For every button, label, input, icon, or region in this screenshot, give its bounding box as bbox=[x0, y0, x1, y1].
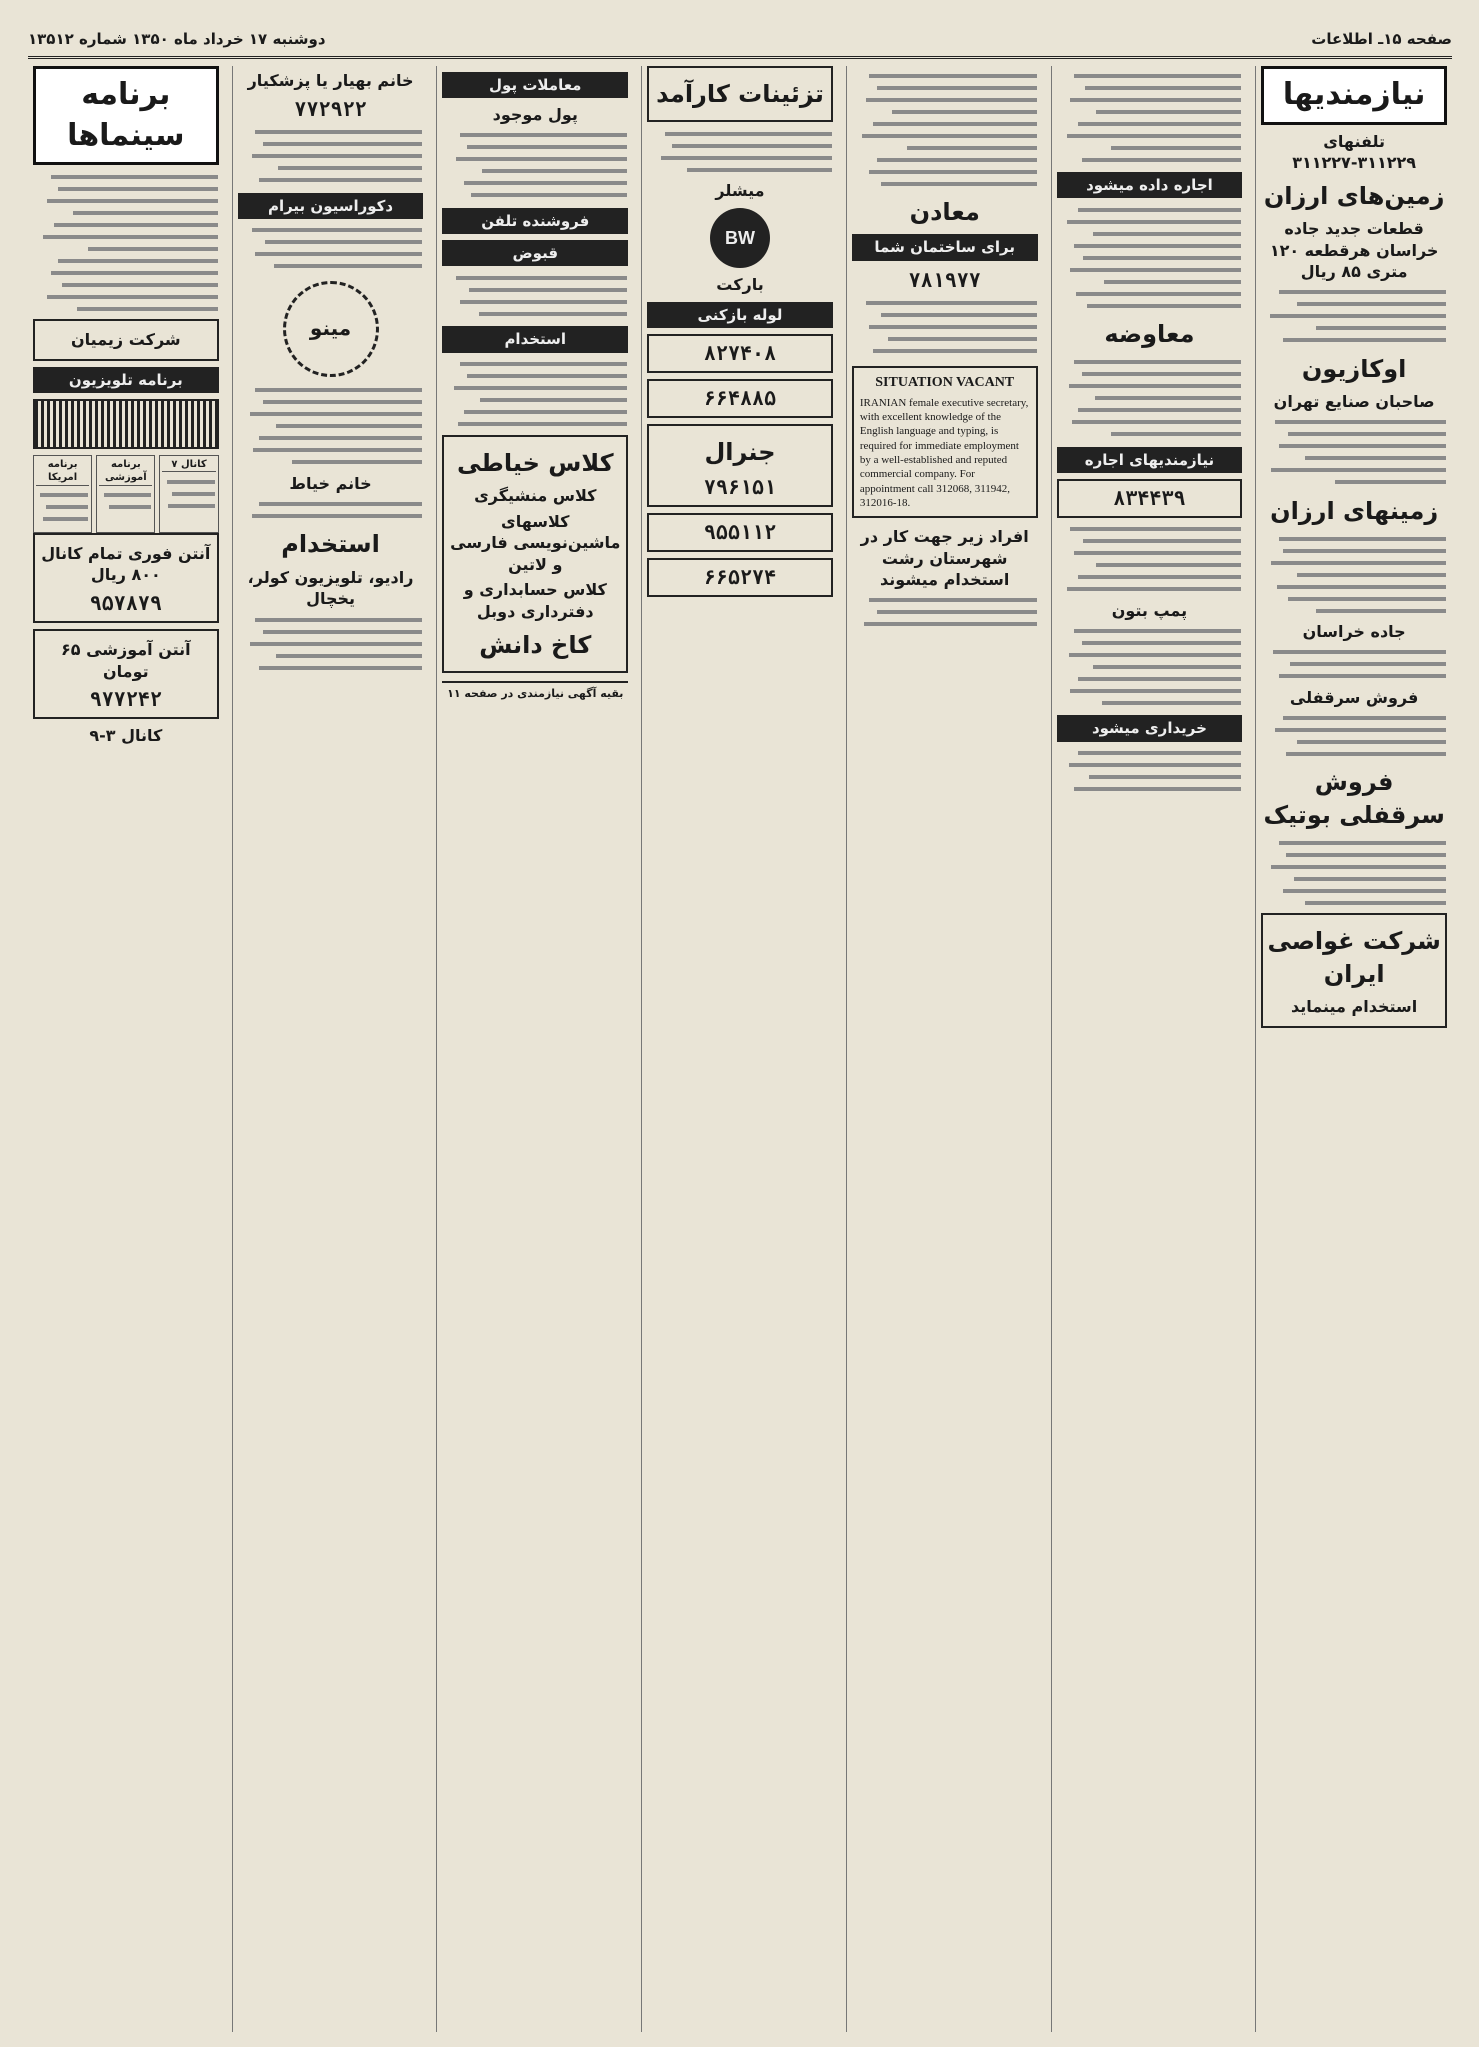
land-ad-sub: قطعات جدید جاده خراسان هرقطعه ۱۲۰ متری ۸۵ ریال bbox=[1269, 219, 1439, 282]
decor-ad-title: تزئینات کارآمد bbox=[656, 80, 824, 108]
filler-text bbox=[442, 130, 628, 202]
page-number: صفحه ۱۵ـ اطلاعات bbox=[1311, 30, 1452, 48]
rent-needs-ad bbox=[1057, 479, 1243, 518]
antenna-edu-title: آنتن آموزشی ۶۵ تومان bbox=[61, 640, 191, 681]
situation-vacant-title: SITUATION VACANT bbox=[875, 374, 1015, 390]
antenna-ad bbox=[33, 533, 219, 623]
minoo-seal: مینو bbox=[283, 281, 379, 377]
tv-logo-icon bbox=[33, 399, 219, 449]
filler-text bbox=[238, 225, 424, 273]
america-program bbox=[33, 455, 92, 533]
phone-seller-heading: فروشنده تلفن bbox=[442, 208, 628, 234]
filler-text bbox=[1261, 837, 1447, 909]
accounting-class-title: کلاس حسابداری و دفترداری دوبل bbox=[463, 580, 607, 621]
situation-vacant-text: IRANIAN female executive secretary, with excellent knowledge of the English language and typing, is required for immediate employment by a well-established and reputed commercial company. For appointment call 312068, 311942, 312016-18. bbox=[859, 396, 1029, 509]
filler-text bbox=[647, 128, 833, 176]
casino-ad-sub: صاحبان صنایع تهران bbox=[1273, 392, 1435, 412]
newspaper-page bbox=[28, 22, 1452, 2032]
filler-text bbox=[852, 298, 1038, 358]
filler-text bbox=[1261, 417, 1447, 489]
decor-ad bbox=[647, 66, 833, 122]
filler-text bbox=[238, 385, 424, 469]
filler-text bbox=[162, 476, 215, 512]
receipts-heading: قبوض bbox=[442, 240, 628, 266]
rent-heading: اجاره داده میشود bbox=[1057, 172, 1243, 198]
antenna-edu-ad bbox=[33, 629, 219, 719]
filler-text bbox=[1261, 647, 1447, 683]
antenna-title: آنتن فوری تمام کانال ۸۰۰ ریال bbox=[41, 543, 211, 585]
continued-note: بقیه آگهی نیازمندی در صفحه ۱۱ bbox=[442, 681, 628, 702]
column-5 bbox=[436, 66, 633, 2032]
classifieds-banner: نیازمندیها bbox=[1261, 66, 1447, 125]
mines-heading: معادن bbox=[909, 198, 980, 226]
zimian-ad bbox=[33, 319, 219, 361]
land-ad-title: زمین‌های ارزان bbox=[1263, 181, 1445, 210]
tailor-ad-title: خانم خیاط bbox=[289, 473, 372, 493]
pipe-ad-4 bbox=[647, 558, 833, 597]
money-heading: معاملات پول bbox=[442, 72, 628, 98]
antenna-edu-phone: ۹۷۷۲۴۲ bbox=[89, 687, 162, 712]
america-heading: برنامه امریکا bbox=[36, 458, 89, 486]
pipe-ad-3 bbox=[647, 513, 833, 552]
boutique-ad-title: فروش سرقفلی بوتیک bbox=[1263, 768, 1445, 829]
general-phone: ۷۹۶۱۵۱ bbox=[703, 475, 777, 500]
filler-text bbox=[852, 70, 1038, 190]
bw-logo: BW bbox=[710, 208, 770, 268]
issue-date: دوشنبه ۱۷ خرداد ماه ۱۳۵۰ شماره ۱۳۵۱۲ bbox=[28, 30, 326, 48]
channel-7-program bbox=[159, 455, 218, 533]
hiring-notice: افراد زیر جهت کار در شهرستان رشت استخدام میشوند bbox=[860, 527, 1029, 590]
purchase-heading: خریداری میشود bbox=[1057, 715, 1243, 741]
filler-text bbox=[33, 171, 219, 315]
pipe-phone-3: ۹۵۵۱۱۲ bbox=[703, 520, 777, 545]
column-1 bbox=[1255, 66, 1452, 2032]
pipe-ad-2 bbox=[647, 379, 833, 418]
parquet-label: بارکت bbox=[716, 274, 764, 294]
nurse-ad-title: خانم بهیار یا پزشکیار bbox=[247, 71, 414, 90]
construction-heading: برای ساختمان شما bbox=[852, 234, 1038, 260]
classes-ad bbox=[442, 435, 628, 673]
general-ad bbox=[647, 424, 833, 507]
columns bbox=[28, 66, 1452, 2032]
pipe-heading: لوله بازکنی bbox=[647, 302, 833, 328]
edu-program bbox=[96, 455, 155, 533]
diving-ad-sub: استخدام مینماید bbox=[1291, 996, 1418, 1016]
secretary-class-title: کلاس منشیگری bbox=[474, 485, 597, 505]
land-ad-2-title: زمینهای ارزان bbox=[1270, 496, 1439, 525]
diving-ad-title: شرکت غواصی ایران bbox=[1267, 927, 1441, 988]
filler-text bbox=[238, 614, 424, 674]
filler-text bbox=[852, 595, 1038, 631]
filler-text bbox=[442, 359, 628, 431]
filler-text bbox=[1057, 625, 1243, 709]
nurse-ad-phone: ۷۷۲۹۲۲ bbox=[294, 96, 367, 121]
filler-text bbox=[99, 490, 152, 514]
column-6 bbox=[232, 66, 429, 2032]
cinema-banner: برنامه سینماها bbox=[33, 66, 219, 165]
sewing-class-title: کلاس خیاطی bbox=[456, 448, 614, 477]
classifieds-phones: تلفنهای ۳۱۱۲۲۹-۳۱۱۲۲۷ bbox=[1292, 131, 1417, 173]
zimian-title: شرکت زیمیان bbox=[71, 330, 181, 349]
edu-heading: برنامه آموزشی bbox=[99, 458, 152, 486]
money-available: پول موجود bbox=[492, 105, 578, 125]
column-3 bbox=[846, 66, 1043, 2032]
filler-text bbox=[1261, 712, 1447, 760]
filler-text bbox=[1057, 204, 1243, 312]
pipe-phone-4: ۶۶۵۲۷۴ bbox=[703, 565, 777, 590]
pipe-phone-2: ۶۶۴۸۸۵ bbox=[703, 385, 777, 410]
employment-label: استخدام bbox=[281, 530, 380, 559]
sale-ad-title: فروش سرقفلی bbox=[1289, 687, 1419, 707]
diving-ad bbox=[1261, 913, 1447, 1027]
filler-text bbox=[36, 490, 89, 526]
casino-ad-title: اوکازیون bbox=[1301, 354, 1407, 383]
column-7 bbox=[28, 66, 224, 2032]
filler-text bbox=[238, 498, 424, 522]
road-ad-title: جاده خراسان bbox=[1302, 622, 1406, 642]
pipe-ad-1 bbox=[647, 334, 833, 373]
tv-program-grid bbox=[33, 455, 219, 533]
mischler-brand: میشلر bbox=[715, 181, 765, 201]
channel-7-heading: کانال ۷ bbox=[162, 458, 215, 473]
rent-needs-heading: نیازمندیهای اجاره bbox=[1057, 447, 1243, 473]
decor-heading: دکوراسیون بیرام bbox=[238, 193, 424, 219]
exchange-heading: معاوضه bbox=[1104, 320, 1195, 349]
pipe-phone-1: ۸۲۷۴۰۸ bbox=[703, 340, 777, 365]
general-title: جنرال bbox=[704, 437, 776, 466]
channel-3-heading: کانال ۳-۹ bbox=[89, 726, 163, 746]
tv-repair-ad: رادیو، تلویزیون کولر، یخچال bbox=[247, 567, 414, 609]
antenna-phone: ۹۵۷۸۷۹ bbox=[89, 591, 162, 616]
column-2 bbox=[1051, 66, 1248, 2032]
filler-text bbox=[1261, 533, 1447, 617]
concrete-pump-heading: پمپ بتون bbox=[1111, 600, 1188, 620]
masthead bbox=[28, 22, 1452, 59]
filler-text bbox=[1261, 287, 1447, 347]
typing-class-title: کلاسهای ماشین‌نویسی فارسی و لاتین bbox=[450, 511, 621, 574]
filler-text bbox=[238, 127, 424, 187]
filler-text bbox=[1057, 748, 1243, 796]
tv-program-heading: برنامه تلویزیون bbox=[33, 367, 219, 393]
column-4 bbox=[641, 66, 838, 2032]
rent-needs-phone: ۸۳۴۴۳۹ bbox=[1113, 485, 1186, 510]
filler-text bbox=[1057, 357, 1243, 441]
employment-heading: استخدام bbox=[442, 326, 628, 352]
filler-text bbox=[1057, 70, 1243, 166]
construction-phone: ۷۸۱۹۷۷ bbox=[908, 267, 981, 292]
situation-vacant-ad bbox=[852, 366, 1038, 519]
school-name: کاخ دانش bbox=[479, 630, 592, 659]
filler-text bbox=[1057, 524, 1243, 596]
filler-text bbox=[442, 272, 628, 320]
